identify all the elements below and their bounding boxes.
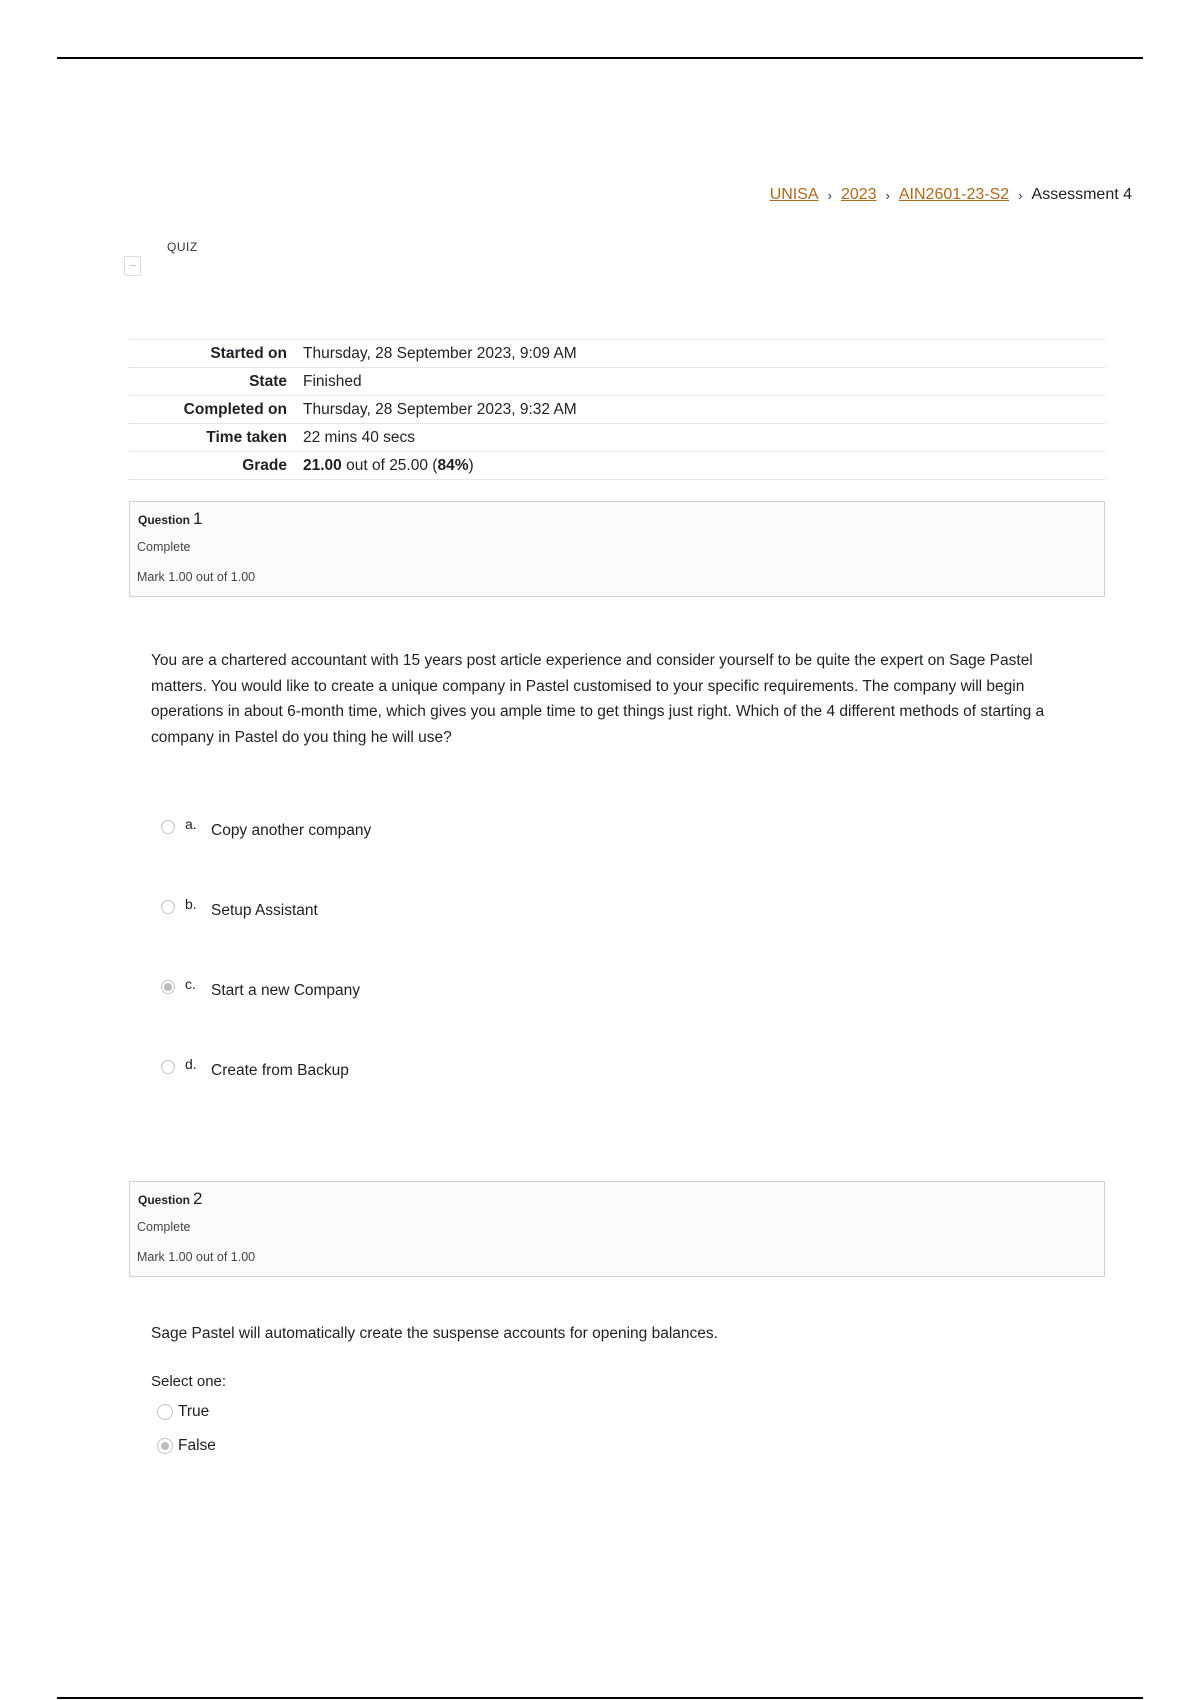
summary-row-completed xyxy=(129,396,1105,424)
activity-type-label: QUIZ xyxy=(167,240,198,254)
grade-close-paren: ) xyxy=(468,456,474,474)
radio-button-selected[interactable] xyxy=(157,1438,173,1454)
select-one-prompt: Select one: xyxy=(151,1373,227,1390)
question-state: Complete xyxy=(137,540,191,554)
question-label: Question xyxy=(138,1193,191,1207)
radio-button-selected[interactable] xyxy=(161,980,175,994)
breadcrumb-current: Assessment 4 xyxy=(1031,186,1132,203)
answer-option-a[interactable] xyxy=(161,818,371,840)
answer-option-b[interactable] xyxy=(161,898,318,920)
summary-grade-value xyxy=(303,452,1105,480)
question-mark: Mark 1.00 out of 1.00 xyxy=(137,570,256,584)
summary-value: Thursday, 28 September 2023, 9:09 AM xyxy=(303,344,577,362)
option-text: Setup Assistant xyxy=(211,902,318,919)
option-letter: d. xyxy=(185,1056,197,1072)
question-info-box xyxy=(129,1181,1105,1277)
summary-label: Grade xyxy=(242,456,287,474)
summary-row-grade xyxy=(129,452,1105,480)
quiz-icon xyxy=(124,256,141,276)
radio-button[interactable] xyxy=(161,1060,175,1074)
summary-row-started xyxy=(129,340,1105,368)
radio-button[interactable] xyxy=(157,1404,173,1420)
option-text: False xyxy=(178,1437,216,1454)
summary-label: Completed on xyxy=(183,400,287,418)
question-mark: Mark 1.00 out of 1.00 xyxy=(137,1250,256,1264)
question-info-box xyxy=(129,501,1105,597)
question-number xyxy=(138,1189,202,1209)
summary-label: Time taken xyxy=(206,428,287,446)
radio-button[interactable] xyxy=(161,900,175,914)
option-text: Create from Backup xyxy=(211,1062,349,1079)
question-state: Complete xyxy=(137,1220,191,1234)
page-top-rule xyxy=(57,57,1143,59)
answer-option-c[interactable] xyxy=(161,978,360,1000)
attempt-summary-table xyxy=(129,339,1105,480)
option-text: Copy another company xyxy=(211,822,372,839)
page-bottom-rule xyxy=(57,1697,1143,1699)
option-letter: c. xyxy=(185,976,196,992)
grade-out-of: out of 25.00 ( xyxy=(341,456,438,474)
breadcrumb-chevron-icon: › xyxy=(885,187,890,203)
question-label: Question xyxy=(138,513,191,527)
grade-score: 21.00 xyxy=(303,456,342,474)
option-letter: a. xyxy=(185,816,197,832)
option-text: Start a new Company xyxy=(211,982,361,999)
summary-value: Thursday, 28 September 2023, 9:32 AM xyxy=(303,400,577,418)
question-number xyxy=(138,509,202,529)
summary-row-state xyxy=(129,368,1105,396)
question-number-value: 2 xyxy=(193,1189,203,1208)
radio-button[interactable] xyxy=(161,820,175,834)
summary-label: Started on xyxy=(210,344,287,362)
question-text: Sage Pastel will automatically create the suspense accounts for opening balances. xyxy=(151,1325,718,1342)
summary-value: 22 mins 40 secs xyxy=(303,428,415,446)
answer-option-false[interactable] xyxy=(157,1437,216,1455)
summary-value: Finished xyxy=(303,372,362,390)
breadcrumb-link-year[interactable]: 2023 xyxy=(840,186,877,203)
summary-row-time-taken xyxy=(129,424,1105,452)
option-text: True xyxy=(178,1403,210,1420)
grade-percent: 84% xyxy=(437,456,469,474)
breadcrumb-chevron-icon: › xyxy=(1018,187,1023,203)
breadcrumb-chevron-icon: › xyxy=(827,187,832,203)
question-number-value: 1 xyxy=(193,509,203,528)
option-letter: b. xyxy=(185,896,197,912)
answer-option-d[interactable] xyxy=(161,1058,349,1080)
breadcrumb xyxy=(770,186,1132,204)
breadcrumb-link-unisa[interactable]: UNISA xyxy=(769,186,819,203)
breadcrumb-link-course[interactable]: AIN2601-23-S2 xyxy=(898,186,1010,203)
summary-label: State xyxy=(249,372,287,390)
answer-option-true[interactable] xyxy=(157,1403,209,1421)
question-text: You are a chartered accountant with 15 years post article experience and consider yourself to be quite the expert on Sage Pastel matters. You would like to create a unique company in Pastel customised to your specific requirements. The company will begin operations in about 6-month time, which gives you ample time to get things just right. Which of the 4 different methods of starting a company in Pastel do you thing he will use? xyxy=(151,652,1045,746)
